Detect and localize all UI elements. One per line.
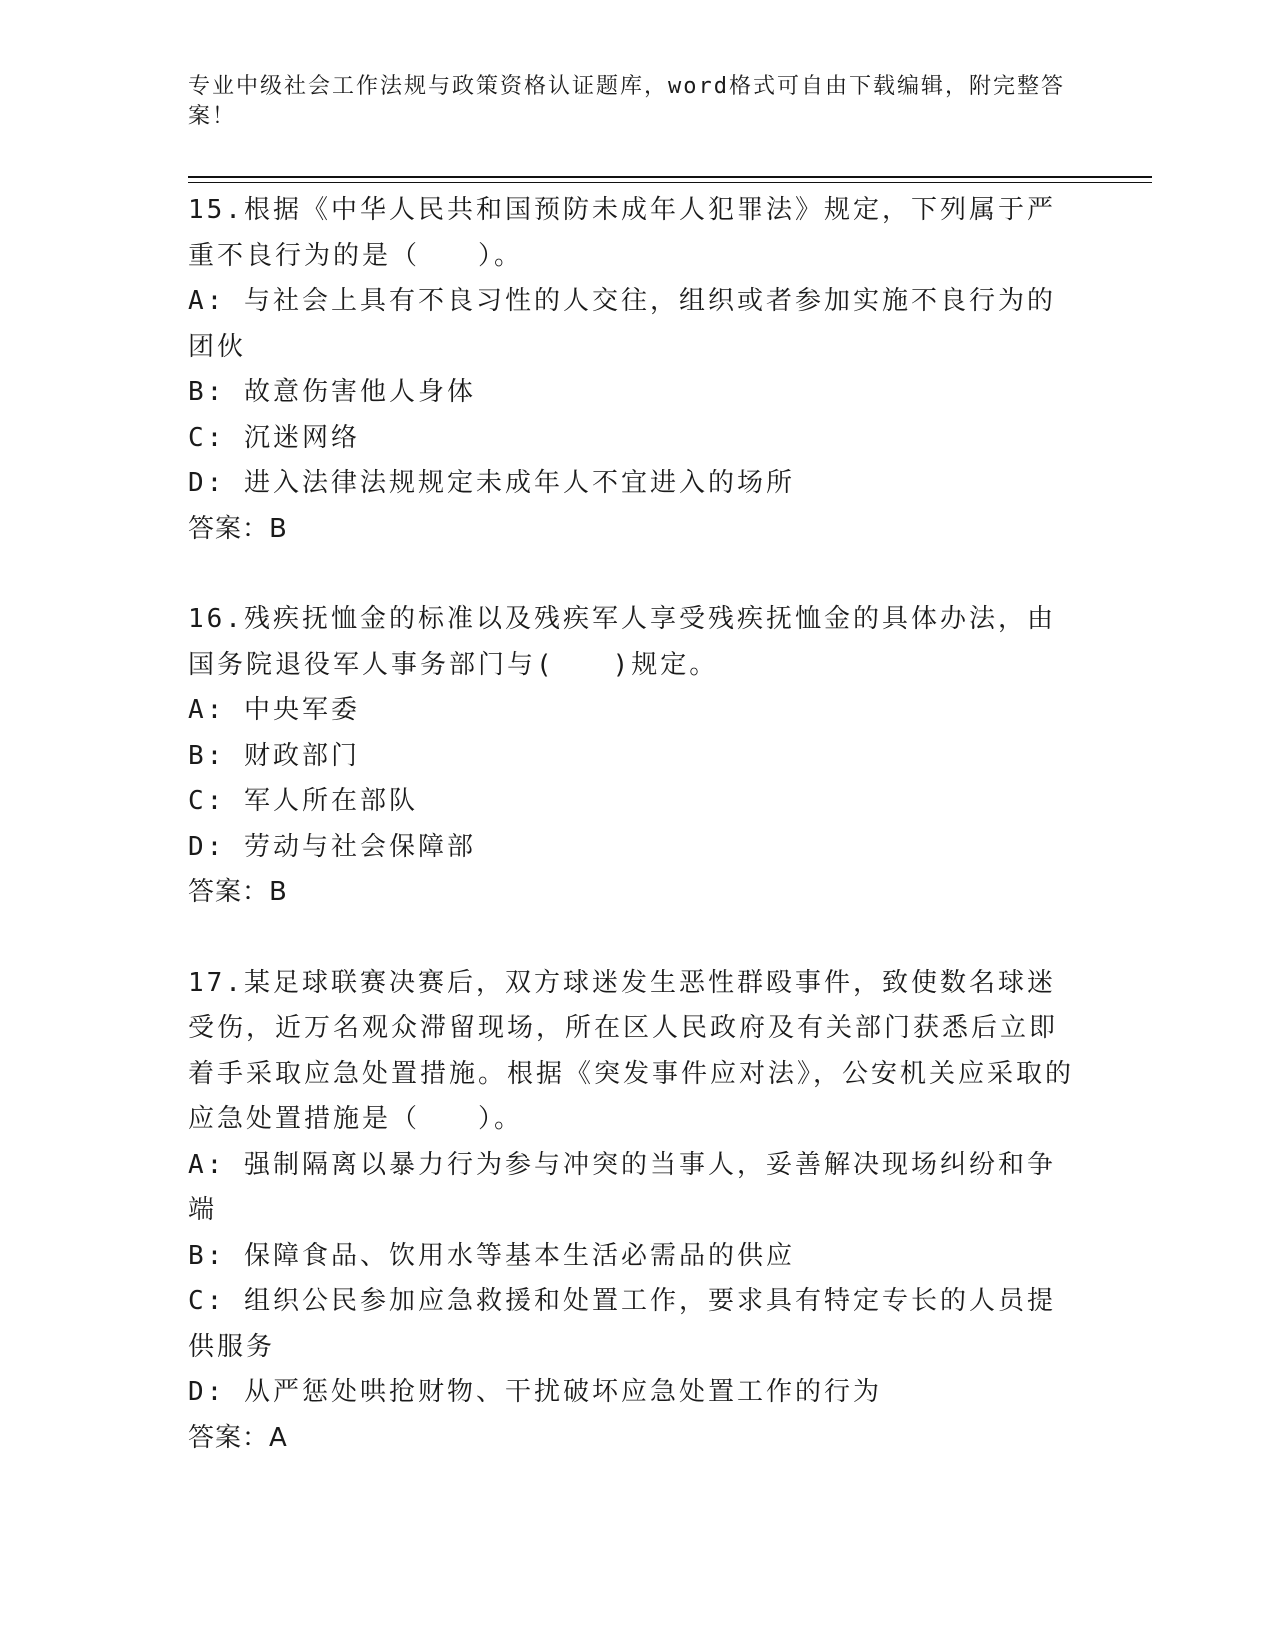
option-b: B: 财政部门 [188,740,360,771]
answer: 答案：B [188,877,288,907]
option-a: A: 与社会上具有不良习性的人交往，组织或者参加实施不良行为的团伙 [188,286,1056,362]
option-a: A: 中央军委 [188,695,360,725]
header-divider-thin [188,182,1152,183]
question-16 [188,597,1078,916]
question-text: 15.根据《中华人民共和国预防未成年人犯罪法》规定，下列属于严重不良行为的是（ ）。 [188,195,1056,271]
page-header: 专业中级社会工作法规与政策资格认证题库，word格式可自由下载编辑，附完整答案！ [188,74,1065,129]
option-c: C: 组织公民参加应急救援和处置工作，要求具有特定专长的人员提供服务 [188,1286,1056,1362]
answer: 答案：A [188,1422,288,1453]
question-text: 16.残疾抚恤金的标准以及残疾军人享受残疾抚恤金的具体办法，由国务院退役军人事务部门与( )规定。 [188,604,1056,680]
option-c: C: 军人所在部队 [188,786,418,816]
option-d: D: 劳动与社会保障部 [188,831,476,862]
question-17 [188,961,1078,1462]
option-d: D: 进入法律法规规定未成年人不宜进入的场所 [188,468,795,498]
answer: 答案：B [188,513,288,544]
option-a: A: 强制隔离以暴力行为参与冲突的当事人，妥善解决现场纠纷和争端 [188,1149,1056,1225]
question-text: 17.某足球联赛决赛后，双方球迷发生恶性群殴事件，致使数名球迷受伤，近万名观众滞留现场，所在区人民政府及有关部门获悉后立即着手采取应急处置措施。根据《突发事件应对法》，公安机关应采取的应急处置措施是（ ）。 [188,967,1075,1134]
question-15 [188,188,1078,552]
option-d: D: 从严惩处哄抢财物、干扰破坏应急处置工作的行为 [188,1377,882,1407]
option-b: B: 故意伤害他人身体 [188,377,476,407]
option-b: B: 保障食品、饮用水等基本生活必需品的供应 [188,1240,795,1271]
header-divider-thick [188,176,1152,178]
option-c: C: 沉迷网络 [188,422,360,453]
question-list [188,188,1078,1461]
